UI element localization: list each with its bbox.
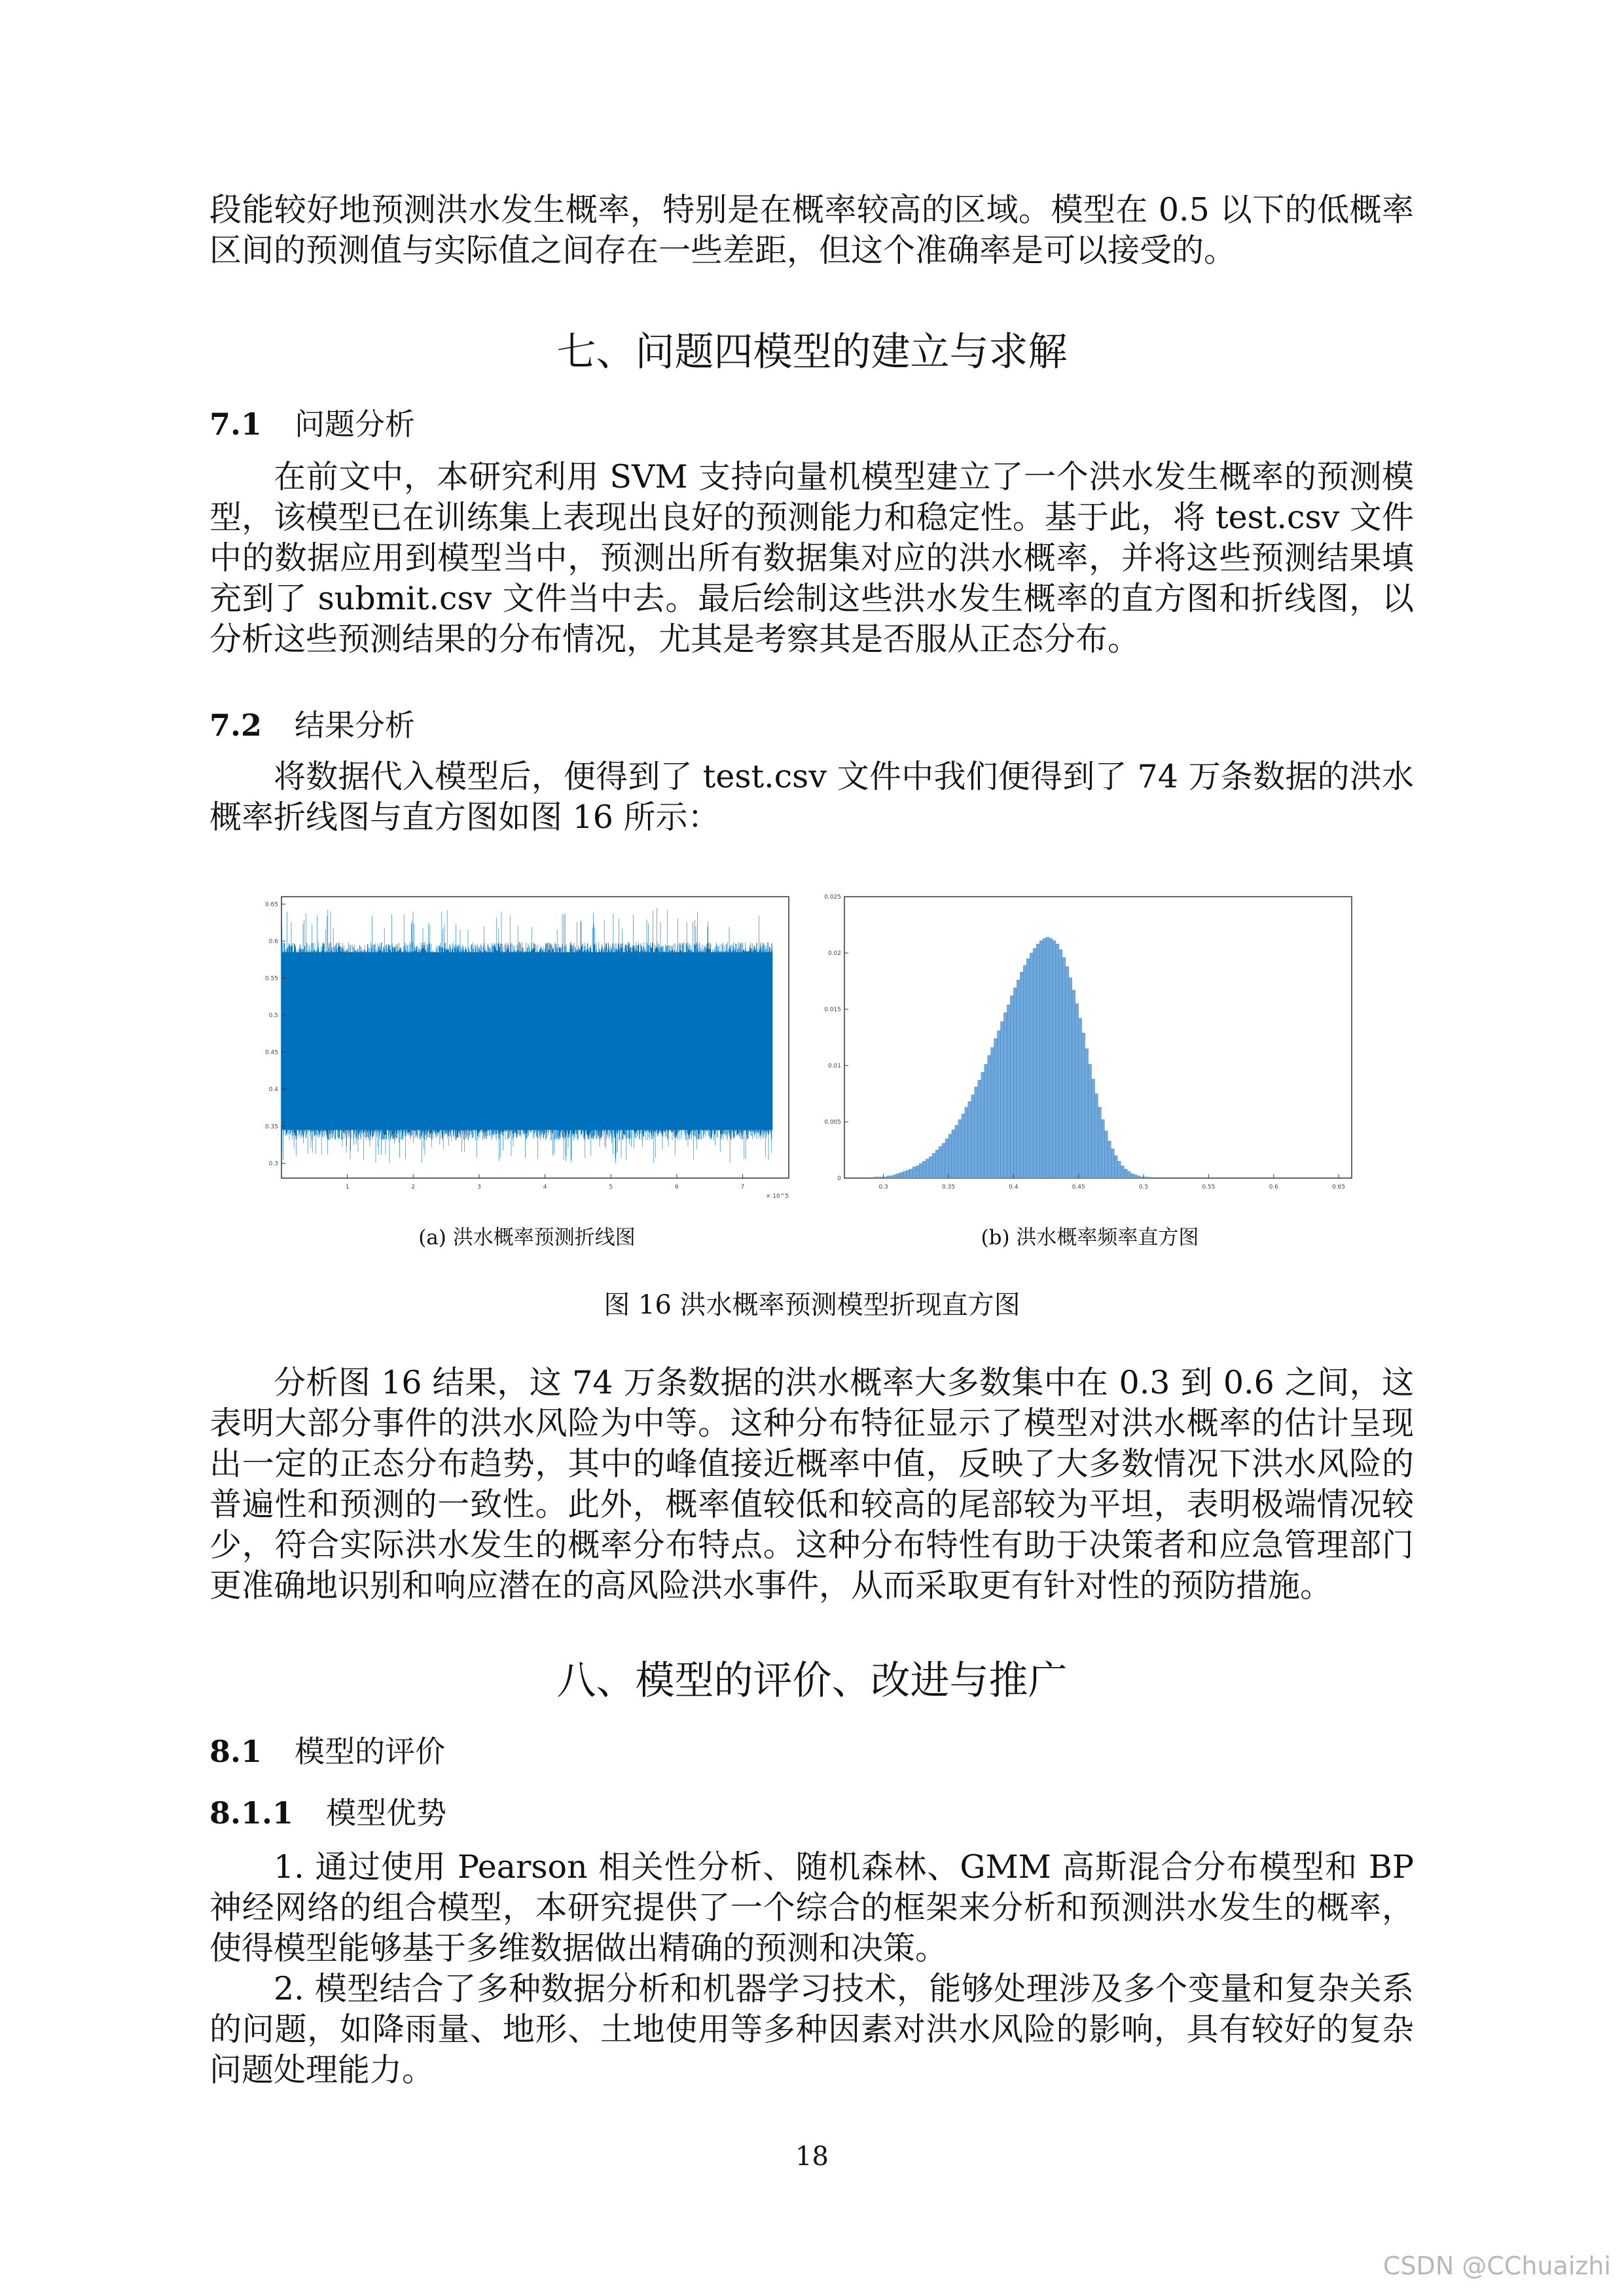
histogram-bar — [1111, 1149, 1114, 1178]
paragraph-text: 1. 通过使用 Pearson 相关性分析、随机森林、GMM 高斯混合分布模型和 BP 神经网络的组合模型，本研究提供了一个综合的框架来分析和预测洪水发生的概率，使得模型能够基于多维数据做出精确的预测和决策。 — [209, 1848, 1414, 1967]
histogram-bar — [981, 1072, 984, 1178]
histogram-bar — [1114, 1156, 1117, 1178]
histogram-bar — [988, 1056, 991, 1178]
y-tick-label: 0.45 — [264, 1049, 278, 1056]
y-tick-label: 0.01 — [827, 1063, 841, 1069]
histogram-bar — [1059, 950, 1062, 1178]
histogram-bar — [880, 1177, 884, 1178]
histogram-bar — [1023, 965, 1026, 1178]
histogram-bar — [971, 1095, 975, 1178]
y-tick-label: 0 — [837, 1175, 841, 1182]
section-title: 模型优势 — [326, 1795, 447, 1831]
histogram-bar — [935, 1150, 939, 1178]
y-tick-label: 0.6 — [268, 938, 278, 945]
histogram-bar — [1003, 1013, 1007, 1178]
histogram-bar — [932, 1153, 935, 1178]
section-heading-7-2 — [209, 702, 415, 745]
histogram-bar — [968, 1102, 971, 1178]
x-tick-label: 0.55 — [1202, 1184, 1216, 1191]
histogram-bar — [1062, 958, 1066, 1178]
histogram-bar — [1017, 980, 1020, 1178]
x-tick-label: 0.65 — [1332, 1184, 1346, 1191]
histogram-bar — [1124, 1169, 1127, 1178]
histogram-bar — [1089, 1064, 1092, 1178]
histogram-bar — [1053, 941, 1056, 1178]
histogram-bar — [906, 1170, 909, 1178]
histogram-bar — [1140, 1177, 1144, 1178]
section-heading-7-1 — [209, 401, 415, 444]
section-number: 7.2 — [209, 708, 262, 743]
histogram-bar — [1026, 959, 1030, 1178]
paragraph-text: 在前文中，本研究利用 SVM 支持向量机模型建立了一个洪水发生概率的预测模型，该模型已在训练集上表现出良好的预测能力和稳定性。基于此，将 test.csv 文件中的数据应用到模型当中，预测出所有数据集对应的洪水概率，并将这些预测结果填充到了 submit.csv 文件当中去。最后绘制这些洪水发生概率的直方图和折线图，以分析这些预测结果的分布情况，尤其是考察其是否服从正态分布。 — [209, 458, 1414, 658]
paragraph-advantage-2 — [209, 1969, 1414, 2090]
histogram-bar — [955, 1125, 958, 1178]
histogram-bar — [1095, 1094, 1098, 1178]
histogram-bar — [929, 1157, 932, 1178]
histogram-bar — [1085, 1049, 1089, 1178]
histogram-bar — [926, 1159, 929, 1178]
histogram-bar — [1069, 978, 1072, 1178]
histogram-bar — [952, 1130, 955, 1178]
x-tick-label: 0.35 — [941, 1184, 955, 1191]
histogram-bar — [1104, 1131, 1108, 1178]
x-tick-label: 0.45 — [1072, 1184, 1085, 1191]
x-tick-multiplier: × 10^5 — [765, 1193, 789, 1200]
histogram-bar — [1056, 944, 1059, 1178]
chapter-title-8: 八、模型的评价、改进与推广 — [556, 1658, 1068, 1704]
histogram-bar — [1036, 944, 1039, 1178]
histogram-bar — [1013, 988, 1017, 1178]
histogram-bar — [884, 1177, 887, 1178]
histogram-bar — [1033, 948, 1036, 1178]
x-tick-label: 1 — [345, 1184, 350, 1191]
histogram-bar — [1117, 1161, 1121, 1178]
histogram-bar — [1098, 1107, 1102, 1178]
histogram-bar — [909, 1169, 912, 1178]
histogram-bar — [877, 1177, 880, 1178]
y-tick-label: 0.025 — [824, 894, 841, 901]
figure-caption: 图 16 洪水概率预测模型折现直方图 — [604, 1290, 1020, 1320]
subcaption-a: (a) 洪水概率预测折线图 — [418, 1226, 636, 1249]
y-tick-label: 0.02 — [827, 950, 841, 957]
paragraph-text: 段能较好地预测洪水发生概率，特别是在概率较高的区域。模型在 0.5 以下的低概率区间的预测值与实际值之间存在一些差距，但这个准确率是可以接受的。 — [209, 191, 1414, 269]
histogram-bar — [896, 1174, 899, 1178]
y-tick-label: 0.65 — [264, 901, 278, 908]
histogram-bar — [1039, 941, 1043, 1178]
section-heading-8-1-1 — [209, 1789, 446, 1833]
histogram-bar — [899, 1172, 903, 1178]
paragraph-text: 2. 模型结合了多种数据分析和机器学习技术，能够处理涉及多个变量和复杂关系的问题，如降雨量、地形、土地使用等多种因素对洪水风险的影响，具有较好的复杂问题处理能力。 — [209, 1970, 1414, 2089]
chapter-title-7: 七、问题四模型的建立与求解 — [556, 329, 1068, 375]
histogram-bar — [965, 1107, 968, 1178]
histogram-bar — [939, 1147, 942, 1178]
histogram-bar — [1147, 1177, 1150, 1178]
histogram-bar — [1072, 990, 1075, 1178]
x-tick-label: 5 — [609, 1184, 613, 1191]
histogram-bar — [984, 1064, 988, 1178]
section-title: 结果分析 — [295, 708, 416, 743]
x-tick-label: 0.3 — [878, 1184, 888, 1191]
histogram-bar — [1043, 939, 1046, 1178]
histogram-bar — [994, 1039, 998, 1178]
y-tick-label: 0.55 — [264, 975, 278, 982]
histogram-bar — [1137, 1176, 1140, 1178]
y-tick-label: 0.005 — [824, 1119, 841, 1126]
histogram-bar — [1144, 1177, 1147, 1178]
paragraph-7-2 — [209, 757, 1414, 838]
histogram-bar — [945, 1139, 948, 1178]
histogram-bar — [874, 1177, 877, 1178]
histogram-bar — [958, 1120, 962, 1178]
section-number: 7.1 — [209, 406, 262, 442]
x-tick-label: 7 — [740, 1184, 745, 1191]
histogram-bar — [997, 1031, 1000, 1178]
x-tick-label: 3 — [477, 1184, 481, 1191]
paragraph-7-1 — [209, 457, 1414, 660]
y-tick-label: 0.5 — [268, 1013, 278, 1020]
y-tick-label: 0.4 — [268, 1086, 278, 1094]
histogram-bar — [1000, 1022, 1003, 1178]
x-tick-label: 6 — [675, 1184, 679, 1191]
line-chart — [252, 877, 802, 1217]
histogram-bar — [893, 1175, 897, 1178]
figure-b — [815, 877, 1365, 1217]
histogram-bar — [1079, 1018, 1082, 1178]
continuation-paragraph — [209, 190, 1414, 271]
histogram-bar — [1101, 1120, 1104, 1178]
histogram-bar — [1082, 1033, 1085, 1178]
histogram-bar — [1066, 967, 1069, 1178]
section-number: 8.1.1 — [209, 1795, 294, 1831]
paragraph-text: 将数据代入模型后，便得到了 test.csv 文件中我们便得到了 74 万条数据的洪水概率折线图与直方图如图 16 所示： — [209, 758, 1414, 836]
watermark: CSDN @CChuaizhi — [1382, 2251, 1611, 2280]
y-tick-label: 0.35 — [264, 1123, 278, 1130]
x-tick-label: 0.5 — [1138, 1184, 1149, 1191]
x-tick-label: 0.6 — [1269, 1184, 1278, 1191]
histogram-bar — [903, 1172, 906, 1178]
histogram-bar — [1092, 1079, 1095, 1178]
histogram-bar — [922, 1161, 926, 1178]
histogram-bar — [1134, 1175, 1137, 1178]
x-tick-label: 4 — [543, 1184, 547, 1191]
histogram-bar — [1010, 996, 1013, 1178]
section-number: 8.1 — [209, 1734, 262, 1769]
subcaption-b: (b) 洪水概率频率直方图 — [981, 1226, 1199, 1249]
histogram-bar — [887, 1176, 890, 1178]
histogram-bar — [991, 1047, 994, 1178]
histogram-bar — [1030, 953, 1033, 1178]
histogram-bar — [1108, 1141, 1111, 1178]
histogram-bar — [1075, 1003, 1079, 1178]
x-tick-label: 0.4 — [1009, 1184, 1019, 1191]
histogram-bar — [978, 1080, 981, 1178]
histogram-bar — [1020, 972, 1023, 1178]
histogram-bar — [962, 1114, 965, 1178]
histogram-bar — [1121, 1166, 1124, 1178]
section-heading-8-1 — [209, 1728, 445, 1771]
histogram-bar — [912, 1167, 916, 1178]
histogram-bar — [1046, 937, 1049, 1178]
page-number: 18 — [795, 2142, 829, 2172]
section-title: 问题分析 — [295, 406, 416, 442]
histogram-bar — [890, 1176, 893, 1178]
series-line — [281, 908, 772, 1163]
histogram-bar — [916, 1166, 919, 1178]
histogram-bar — [948, 1134, 952, 1178]
paragraph-text: 分析图 16 结果，这 74 万条数据的洪水概率大多数集中在 0.3 到 0.6 之间，这表明大部分事件的洪水风险为中等。这种分布特征显示了模型对洪水概率的估计呈现出一定的正态分布趋势，其中的峰值接近概率中值，反映了大多数情况下洪水风险的普遍性和预测的一致性。此外，概率值较低和较高的尾部较为平坦，表明极端情况较少，符合实际洪水发生的概率分布特点。这种分布特性有助于决策者和应急管理部门更准确地识别和响应潜在的高风险洪水事件，从而采取更有针对性的预防措施。 — [209, 1364, 1414, 1604]
figure-a — [252, 877, 802, 1217]
histogram-chart — [815, 877, 1365, 1217]
histogram-bar — [975, 1087, 978, 1178]
histogram-bar — [1130, 1174, 1134, 1178]
paragraph-analysis — [209, 1363, 1414, 1606]
histogram-bar — [1007, 1005, 1010, 1178]
histogram-bar — [942, 1143, 945, 1178]
section-title: 模型的评价 — [295, 1734, 446, 1769]
histogram-bar — [1127, 1172, 1130, 1178]
histogram-bar — [919, 1164, 922, 1178]
y-tick-label: 0.3 — [268, 1160, 278, 1168]
paragraph-advantage-1 — [209, 1847, 1414, 1969]
histogram-bar — [1049, 939, 1053, 1178]
y-tick-label: 0.015 — [824, 1007, 841, 1013]
x-tick-label: 2 — [411, 1184, 416, 1191]
